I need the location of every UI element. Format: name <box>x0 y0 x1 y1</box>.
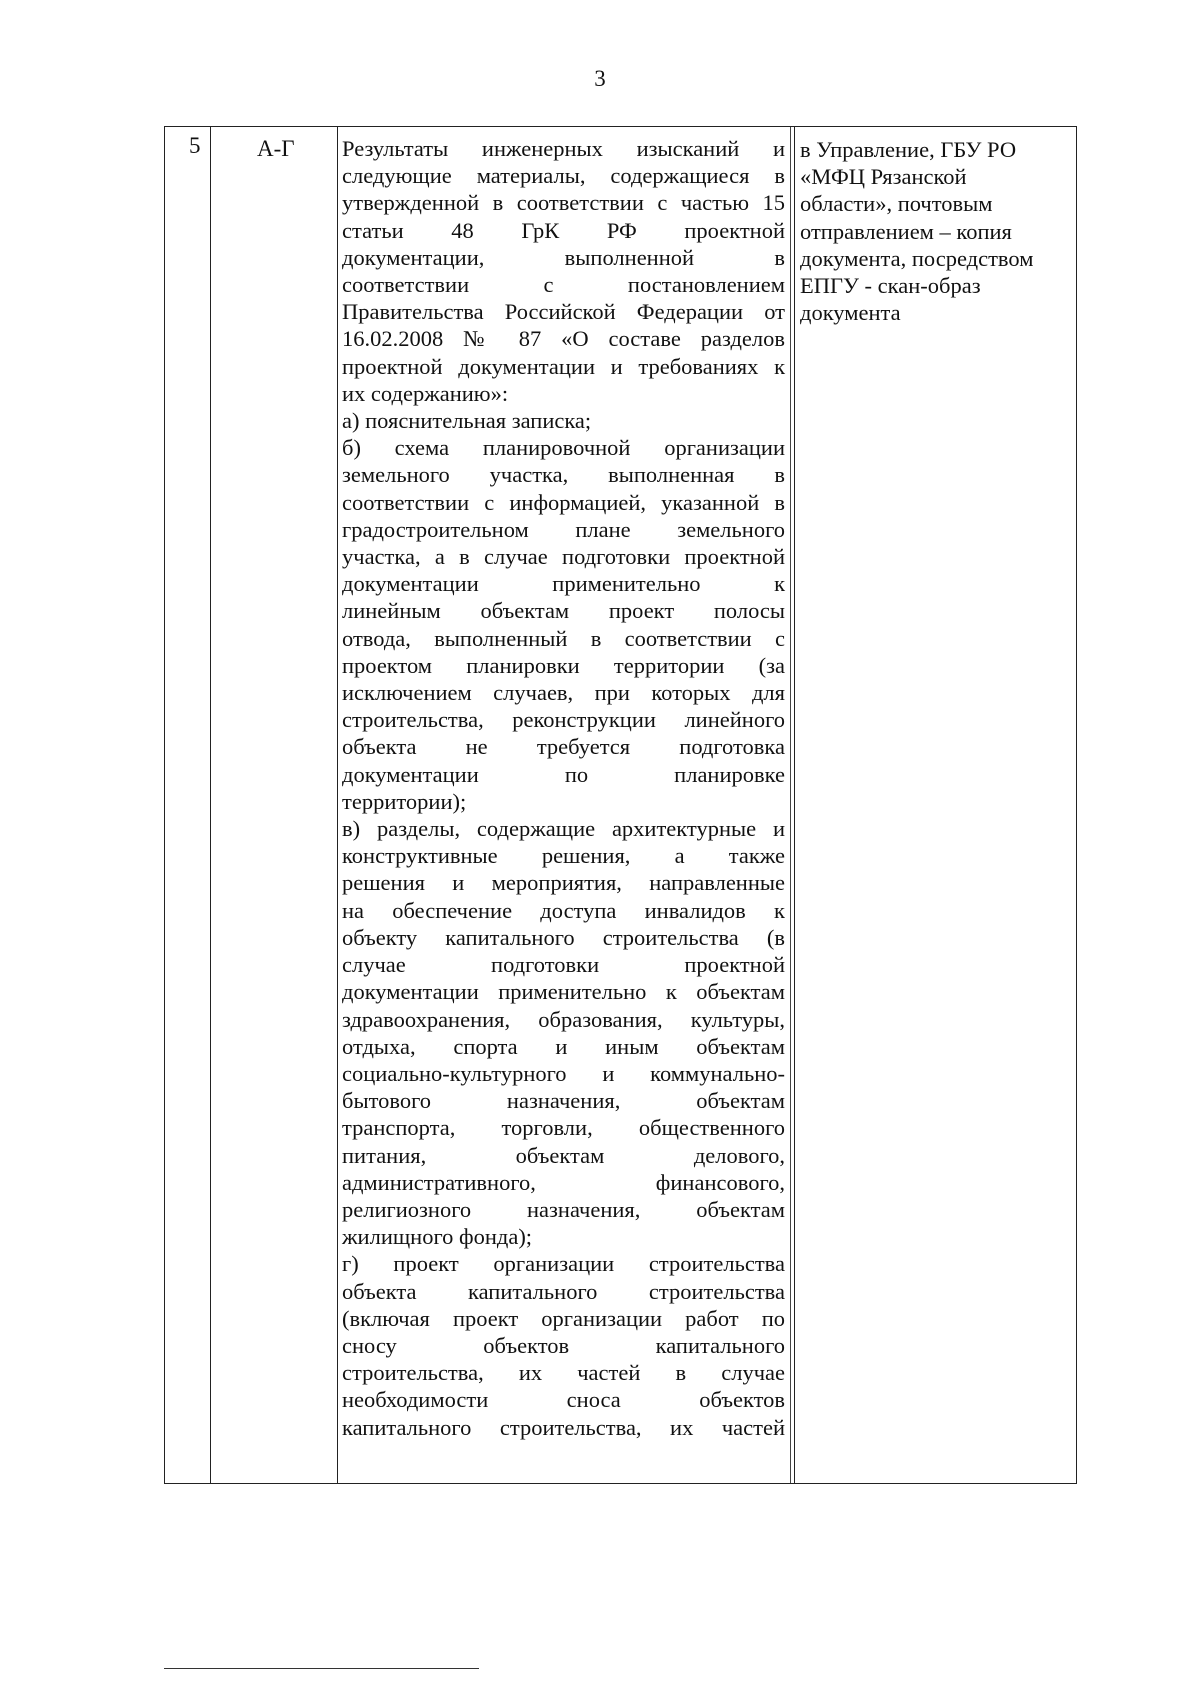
text-line: бытового назначения, объектам <box>342 1088 785 1114</box>
text-line: а) пояснительная записка; <box>342 408 592 434</box>
text-line: отвода, выполненный в соответствии с <box>342 625 785 651</box>
column-divider <box>210 127 211 1483</box>
text-line: здравоохранения, образования, культуры, <box>342 1006 785 1032</box>
text-line: на обеспечение доступа инвалидов к <box>342 897 785 923</box>
document-description-cell <box>342 135 785 1441</box>
text-line: капитального строительства, их частей <box>342 1414 785 1440</box>
text-line: документа, посредством <box>800 245 1034 271</box>
text-line: отправлением – копия <box>800 218 1012 244</box>
text-line: сносу объектов капитального <box>342 1332 785 1358</box>
text-line: области», почтовым <box>800 191 993 217</box>
text-line: соответствии с информацией, указанной в <box>342 489 785 515</box>
text-line: решения и мероприятия, направленные <box>342 870 785 896</box>
text-line: документации по планировке <box>342 761 785 787</box>
text-line: объекта капитального строительства <box>342 1278 785 1304</box>
text-line: ЕПГУ - скан-образ <box>800 273 981 299</box>
text-line: г) проект организации строительства <box>342 1251 785 1277</box>
text-line: линейным объектам проект полосы <box>342 598 785 624</box>
text-line: участка, а в случае подготовки проектной <box>342 544 785 570</box>
text-line: конструктивные решения, а также <box>342 843 785 869</box>
text-line: объекта не требуется подготовка <box>342 734 785 760</box>
text-line: 16.02.2008 № 87 «О составе разделов <box>342 326 785 352</box>
row-type: А-Г <box>257 136 295 161</box>
column-divider <box>337 127 338 1483</box>
text-line: в) разделы, содержащие архитектурные и <box>342 816 785 842</box>
text-line: соответствии с постановлением <box>342 272 785 298</box>
text-line: строительства, их частей в случае <box>342 1360 785 1386</box>
text-line: градостроительном плане земельного <box>342 516 785 542</box>
text-line: проектной документации и требованиях к <box>342 353 785 379</box>
text-line: утвержденной в соответствии с частью 15 <box>342 190 785 216</box>
text-line: в Управление, ГБУ РО <box>800 137 1017 162</box>
text-line: территории); <box>342 788 467 814</box>
text-line: документации применительно к <box>342 571 785 597</box>
text-line: религиозного назначения, объектам <box>342 1196 785 1222</box>
text-line: объекту капитального строительства (в <box>342 924 785 950</box>
footnote-rule <box>164 1668 479 1669</box>
text-line: социально-культурного и коммунально- <box>342 1060 785 1086</box>
text-line: «МФЦ Рязанской <box>800 164 967 190</box>
text-line: жилищного фонда); <box>342 1224 533 1250</box>
column-divider <box>790 127 791 1483</box>
text-line: необходимости сноса объектов <box>342 1387 785 1413</box>
page-number: 3 <box>594 66 606 91</box>
document-table <box>164 126 1077 1484</box>
text-line: транспорта, торговли, общественного <box>342 1115 785 1141</box>
text-line: документации, выполненной в <box>342 244 785 270</box>
text-line: Правительства Российской Федерации от <box>342 299 785 325</box>
text-line: земельного участка, выполненная в <box>342 462 785 488</box>
text-line: следующие материалы, содержащиеся в <box>342 163 785 189</box>
text-line: документации применительно к объектам <box>342 979 785 1005</box>
row-number: 5 <box>189 133 201 158</box>
text-line: проектом планировки территории (за <box>342 652 785 678</box>
text-line: строительства, реконструкции линейного <box>342 707 785 733</box>
column-divider <box>794 127 795 1483</box>
text-line: питания, объектам делового, <box>342 1142 785 1168</box>
text-line: случае подготовки проектной <box>342 952 785 978</box>
text-line: Результаты инженерных изысканий и <box>342 136 785 161</box>
text-line: (включая проект организации работ по <box>342 1305 785 1331</box>
text-line: документа <box>800 300 901 326</box>
text-line: отдыха, спорта и иным объектам <box>342 1033 785 1059</box>
submission-method-cell <box>800 136 1070 326</box>
text-line: их содержанию»: <box>342 380 509 406</box>
text-line: б) схема планировочной организации <box>342 435 785 461</box>
text-line: статьи 48 ГрК РФ проектной <box>342 217 785 243</box>
text-line: административного, финансового, <box>342 1169 785 1195</box>
text-line: исключением случаев, при которых для <box>342 680 785 706</box>
